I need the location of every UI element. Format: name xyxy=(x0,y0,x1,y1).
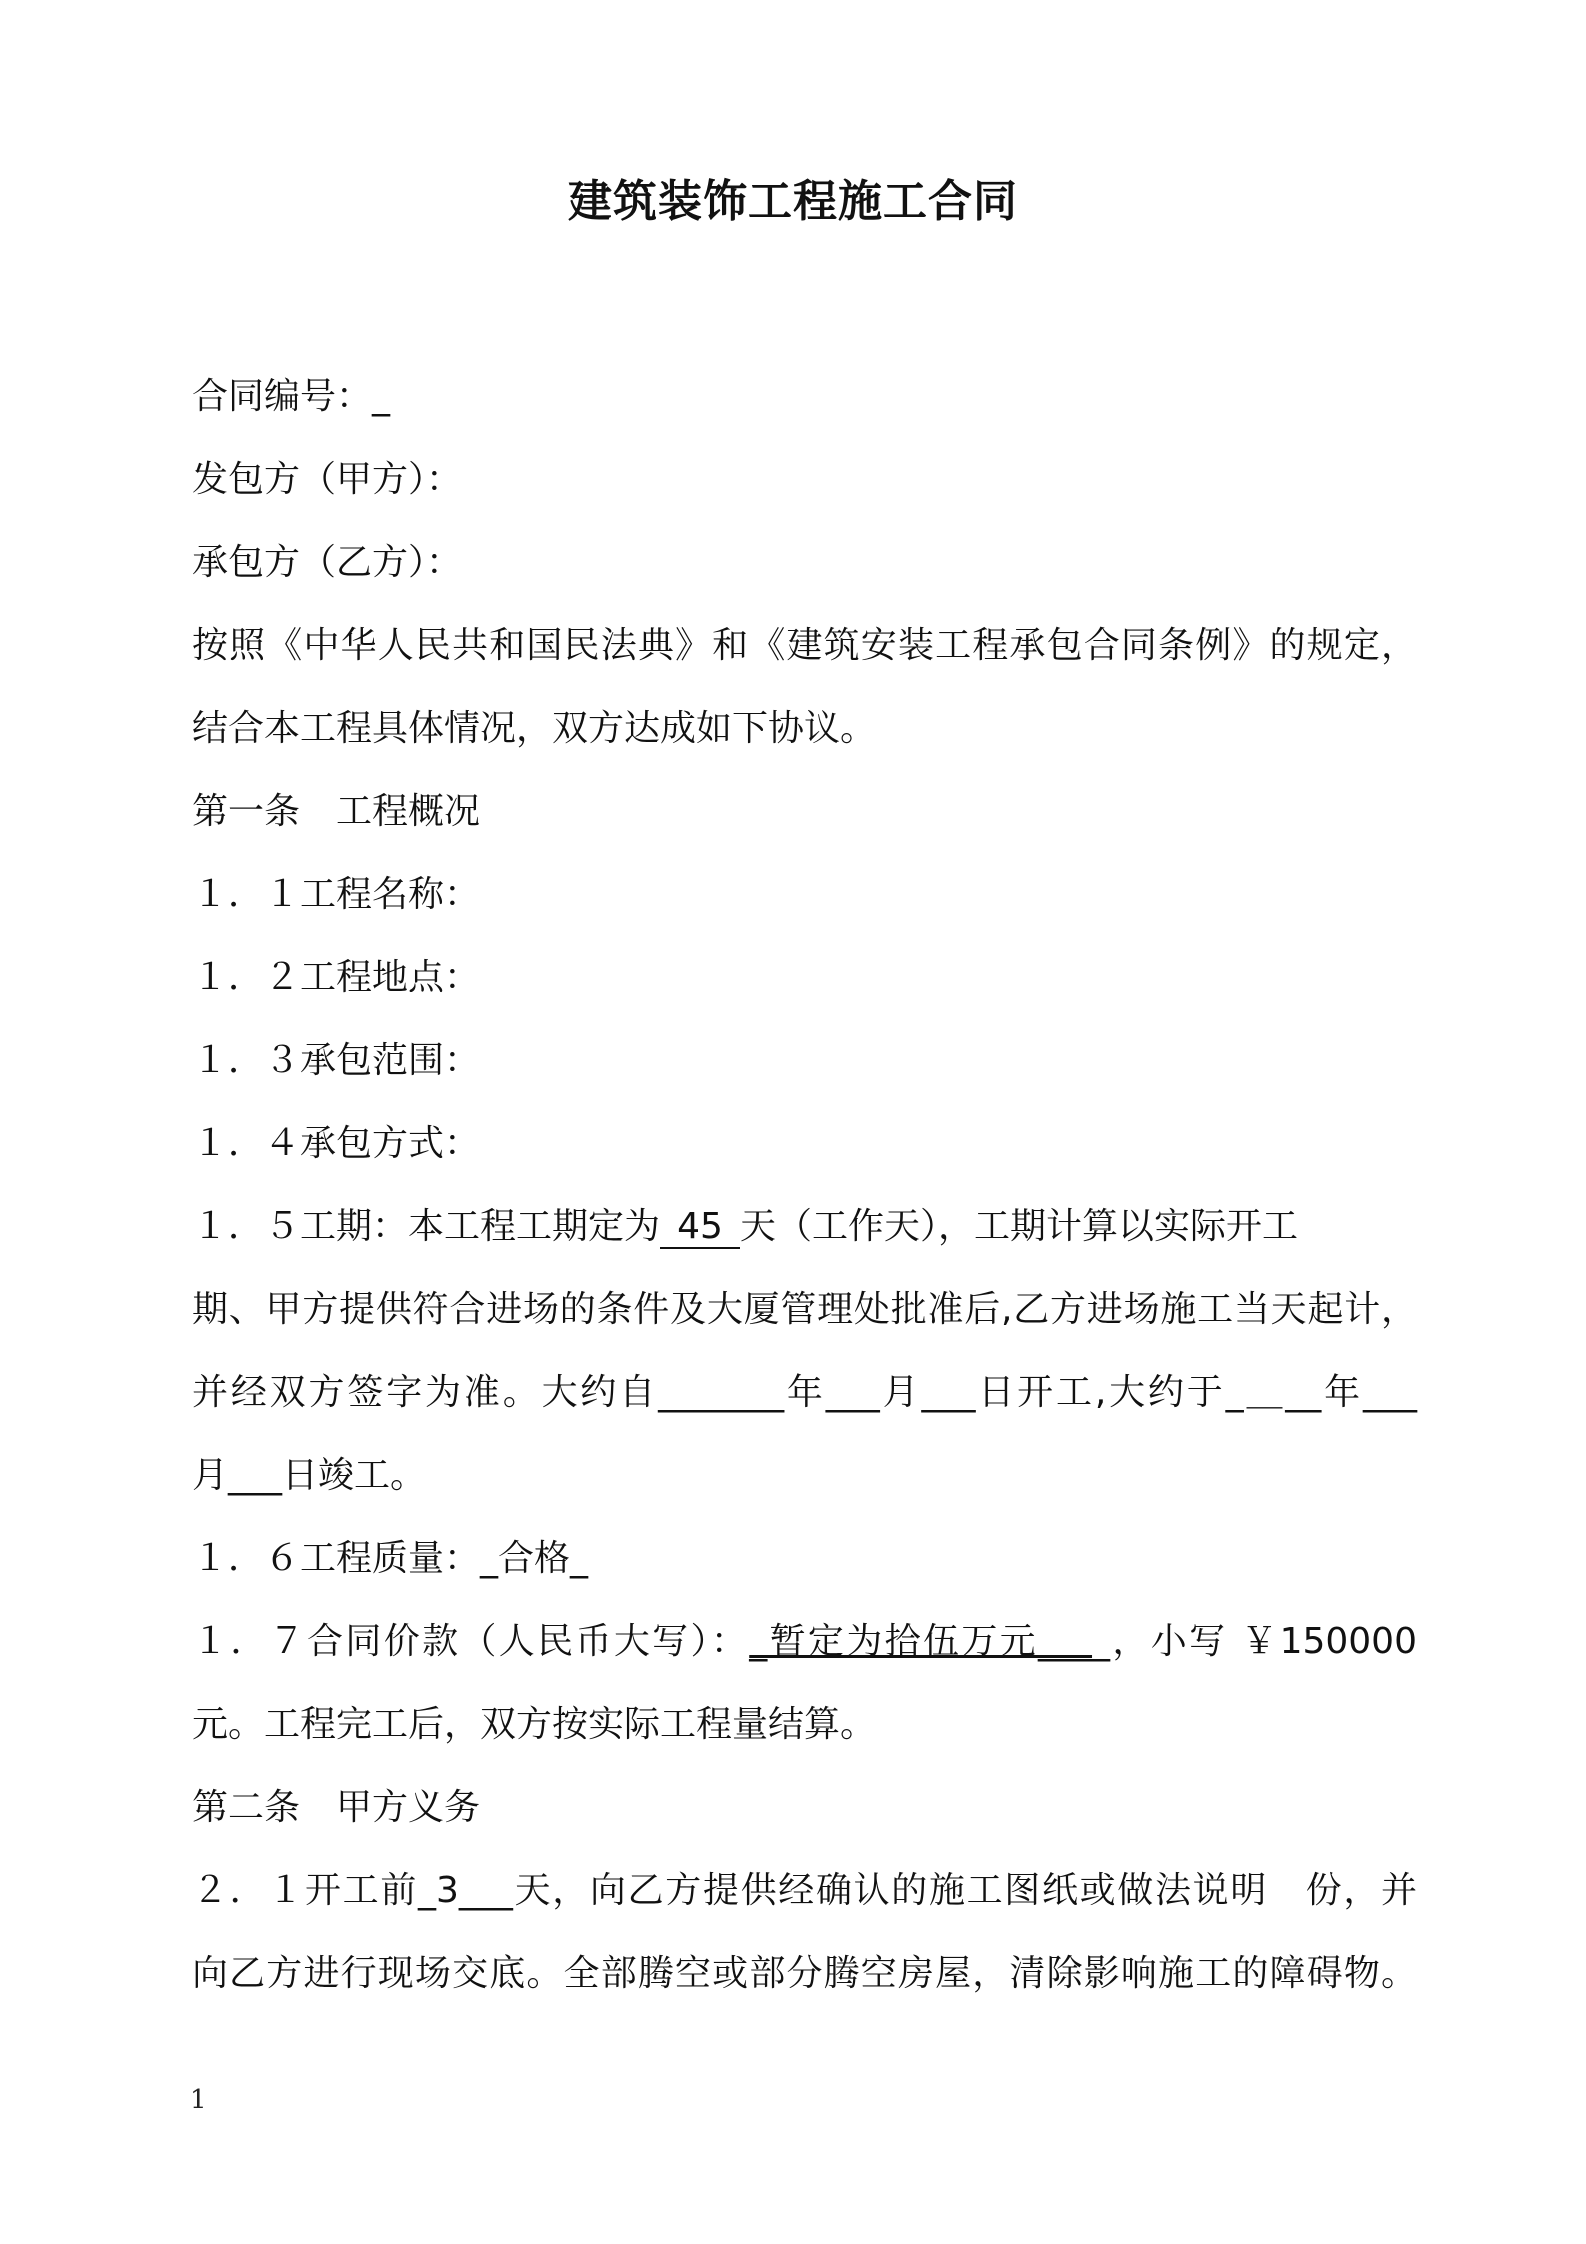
document-title: 建筑装饰工程施工合同 xyxy=(568,176,1018,227)
contract-number-line: 合同编号：_ xyxy=(192,376,391,417)
article-1-heading: 第一条 工程概况 xyxy=(192,791,481,832)
contract-amount-words: _暂定为拾伍万元___ xyxy=(749,1621,1093,1662)
document-body xyxy=(192,355,1417,2015)
party-b-line: 承包方（乙方）： xyxy=(192,542,463,583)
item-1-6: １．６工程质量：_合格_ xyxy=(192,1538,589,1579)
item-1-2: １．２工程地点： xyxy=(192,957,481,998)
item-1-5-suffix: 天（工作天），工期计算以实际开工 xyxy=(740,1206,1299,1247)
item-1-5-prefix: １．５工期：本工程工期定为 xyxy=(192,1206,661,1247)
item-1-4: １．４承包方式： xyxy=(192,1123,481,1164)
article-2-heading: 第二条 甲方义务 xyxy=(192,1787,481,1828)
item-1-1: １．１工程名称： xyxy=(192,874,481,915)
item-1-5-line-3: 并经双方签字为准。大约自_______年___月___日开工,大约于_＿__年___ xyxy=(192,1372,1417,1413)
item-1-7-prefix: １．７合同价款（人民币大写）： xyxy=(192,1621,750,1662)
work-days-value: 45 xyxy=(660,1207,740,1249)
item-1-7-suffix: _，小写 ￥150000 xyxy=(1092,1621,1417,1662)
item-1-5-line-2: 期、甲方提供符合进场的条件及大厦管理处批准后,乙方进场施工当天起计， xyxy=(192,1289,1417,1330)
intro-line-1: 按照《中华人民共和国民法典》和《建筑安装工程承包合同条例》的规定， xyxy=(192,625,1417,666)
page-number: 1 xyxy=(190,2085,207,2115)
item-1-5-line-4: 月___日竣工。 xyxy=(192,1455,427,1496)
item-2-1-line-2: 向乙方进行现场交底。全部腾空或部分腾空房屋，清除影响施工的障碍物。 xyxy=(192,1953,1417,1994)
item-1-7-line-2: 元。工程完工后，双方按实际工程量结算。 xyxy=(192,1704,877,1745)
intro-line-2: 结合本工程具体情况，双方达成如下协议。 xyxy=(192,708,877,749)
item-2-1-line-1: ２．１开工前_3___天，向乙方提供经确认的施工图纸或做法说明 份，并 xyxy=(192,1870,1417,1911)
item-1-5-line-1 xyxy=(192,1185,1417,1268)
party-a-line: 发包方（甲方）： xyxy=(192,459,463,500)
item-1-7-line-1 xyxy=(192,1600,1417,1683)
item-1-3: １．３承包范围： xyxy=(192,1040,481,1081)
